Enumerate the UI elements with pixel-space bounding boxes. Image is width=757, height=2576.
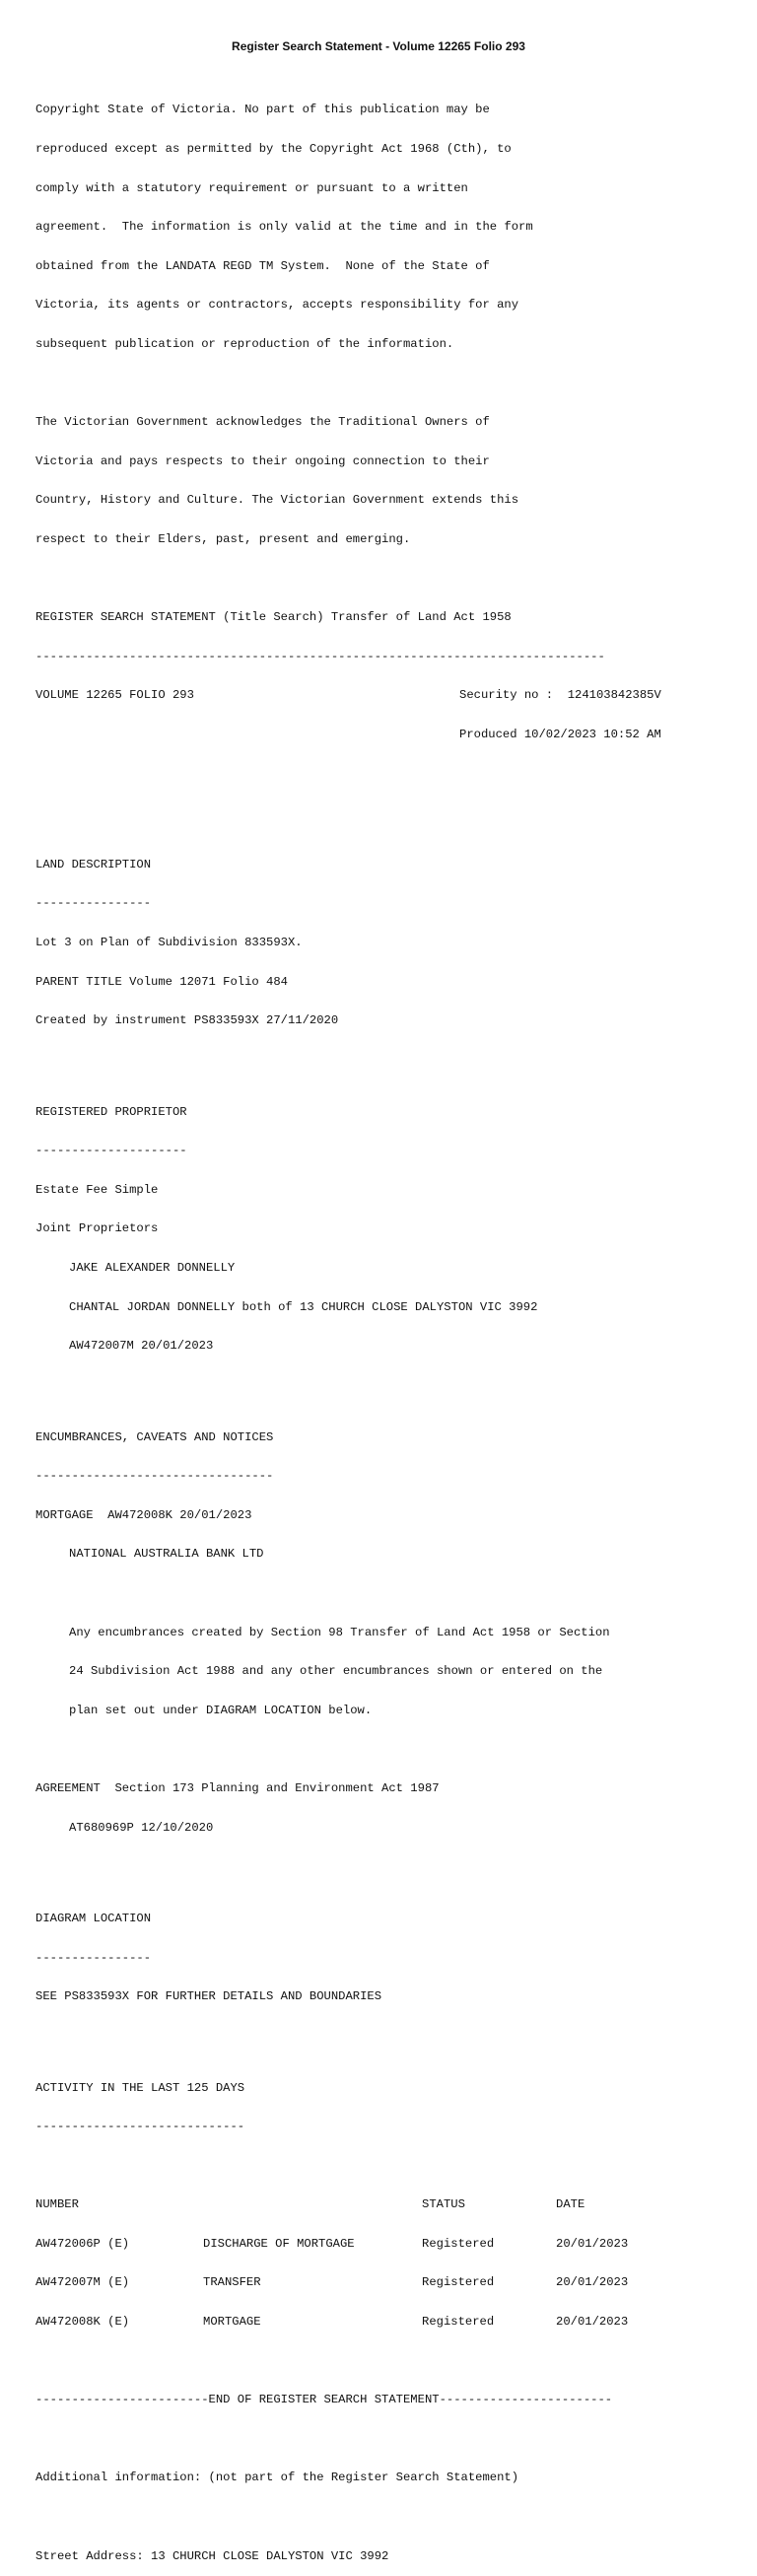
document-title: Register Search Statement - Volume 12265 Folio 293 xyxy=(232,39,525,53)
diagram-text: SEE PS833593X FOR FURTHER DETAILS AND BOUNDARIES xyxy=(35,1989,382,2004)
divider: ---------------- xyxy=(35,1950,152,1965)
column-header: NUMBER xyxy=(35,2197,79,2212)
table-cell: 20/01/2023 xyxy=(556,2275,629,2290)
divider: ------------------------------------------------------------------------------- xyxy=(35,649,605,663)
land-description-line: Created by instrument PS833593X 27/11/2020 xyxy=(35,1013,339,1028)
activity-heading: ACTIVITY IN THE LAST 125 DAYS xyxy=(35,2080,245,2095)
table-cell: TRANSFER xyxy=(203,2275,261,2290)
end-statement: ------------------------END OF REGISTER SEARCH STATEMENT------------------------ xyxy=(35,2393,613,2407)
table-cell: MORTGAGE xyxy=(203,2315,261,2330)
agreement-ref: AT680969P 12/10/2020 xyxy=(69,1820,214,1835)
encumbrance-note: plan set out under DIAGRAM LOCATION below. xyxy=(69,1703,373,1717)
column-header: DATE xyxy=(556,2197,585,2212)
table-cell: Registered xyxy=(422,2275,495,2290)
produced-row xyxy=(35,729,725,741)
copyright-line: agreement. The information is only valid at the time and in the form xyxy=(35,220,533,235)
encumbrance-note: Any encumbrances created by Section 98 Transfer of Land Act 1958 or Section xyxy=(69,1625,610,1639)
column-header: STATUS xyxy=(422,2197,465,2212)
mortgagee: NATIONAL AUSTRALIA BANK LTD xyxy=(69,1547,264,1562)
register-statement xyxy=(35,78,725,2576)
agreement-line: AGREEMENT Section 173 Planning and Environment Act 1987 xyxy=(35,1780,440,1795)
volume-folio: VOLUME 12265 FOLIO 293 xyxy=(35,688,194,703)
proprietor-heading: REGISTERED PROPRIETOR xyxy=(35,1104,187,1119)
table-cell: AW472008K (E) xyxy=(35,2315,130,2330)
divider: ----------------------------- xyxy=(35,2120,245,2134)
estate-type: Estate Fee Simple xyxy=(35,1182,159,1197)
encumbrance-note: 24 Subdivision Act 1988 and any other encumbrances shown or entered on the xyxy=(69,1664,603,1679)
statement-heading: REGISTER SEARCH STATEMENT (Title Search) Transfer of Land Act 1958 xyxy=(35,610,512,625)
activity-header-row xyxy=(35,2198,725,2211)
acknowledgement-line: respect to their Elders, past, present and emerging. xyxy=(35,531,411,546)
table-cell: Registered xyxy=(422,2236,495,2251)
table-row xyxy=(35,2316,725,2329)
table-cell: Registered xyxy=(422,2315,495,2330)
table-row xyxy=(35,2238,725,2251)
acknowledgement-line: Victoria and pays respects to their ongoing connection to their xyxy=(35,453,490,468)
produced-timestamp: Produced 10/02/2023 10:52 AM xyxy=(459,727,661,741)
mortgage-line: MORTGAGE AW472008K 20/01/2023 xyxy=(35,1507,252,1522)
table-row xyxy=(35,2276,725,2289)
proprietor-name: CHANTAL JORDAN DONNELLY both of 13 CHURCH CLOSE DALYSTON VIC 3992 xyxy=(69,1299,538,1314)
table-cell: AW472007M (E) xyxy=(35,2275,130,2290)
street-address: Street Address: 13 CHURCH CLOSE DALYSTON VIC 3992 xyxy=(35,2548,389,2563)
copyright-line: obtained from the LANDATA REGD TM System. None of the State of xyxy=(35,258,490,273)
column-header xyxy=(203,2198,422,2211)
land-description-line: Lot 3 on Plan of Subdivision 833593X. xyxy=(35,936,303,950)
proprietor-name: JAKE ALEXANDER DONNELLY xyxy=(69,1261,236,1276)
table-cell: AW472006P (E) xyxy=(35,2236,130,2251)
divider: --------------------------------- xyxy=(35,1469,274,1484)
divider: ---------------- xyxy=(35,896,152,911)
diagram-heading: DIAGRAM LOCATION xyxy=(35,1911,152,1925)
security-number: Security no : 124103842385V xyxy=(459,688,661,703)
joint-proprietors: Joint Proprietors xyxy=(35,1221,159,1236)
copyright-line: reproduced except as permitted by the Copyright Act 1968 (Cth), to xyxy=(35,142,512,156)
table-cell: 20/01/2023 xyxy=(556,2236,629,2251)
table-cell: DISCHARGE OF MORTGAGE xyxy=(203,2236,355,2251)
copyright-line: Victoria, its agents or contractors, accepts responsibility for any xyxy=(35,298,519,313)
copyright-line: subsequent publication or reproduction of the information. xyxy=(35,336,454,351)
proprietor-instrument: AW472007M 20/01/2023 xyxy=(69,1339,214,1354)
encumbrances-heading: ENCUMBRANCES, CAVEATS AND NOTICES xyxy=(35,1429,274,1444)
acknowledgement-line: Country, History and Culture. The Victorian Government extends this xyxy=(35,493,519,508)
divider: --------------------- xyxy=(35,1144,187,1158)
additional-info: Additional information: (not part of the Register Search Statement) xyxy=(35,2471,519,2485)
volume-row xyxy=(35,689,725,702)
land-description-line: PARENT TITLE Volume 12071 Folio 484 xyxy=(35,974,288,989)
copyright-line: comply with a statutory requirement or pursuant to a written xyxy=(35,180,468,195)
land-description-heading: LAND DESCRIPTION xyxy=(35,857,152,871)
acknowledgement-line: The Victorian Government acknowledges the Traditional Owners of xyxy=(35,415,490,430)
copyright-line: Copyright State of Victoria. No part of this publication may be xyxy=(35,103,490,117)
table-cell: 20/01/2023 xyxy=(556,2315,629,2330)
